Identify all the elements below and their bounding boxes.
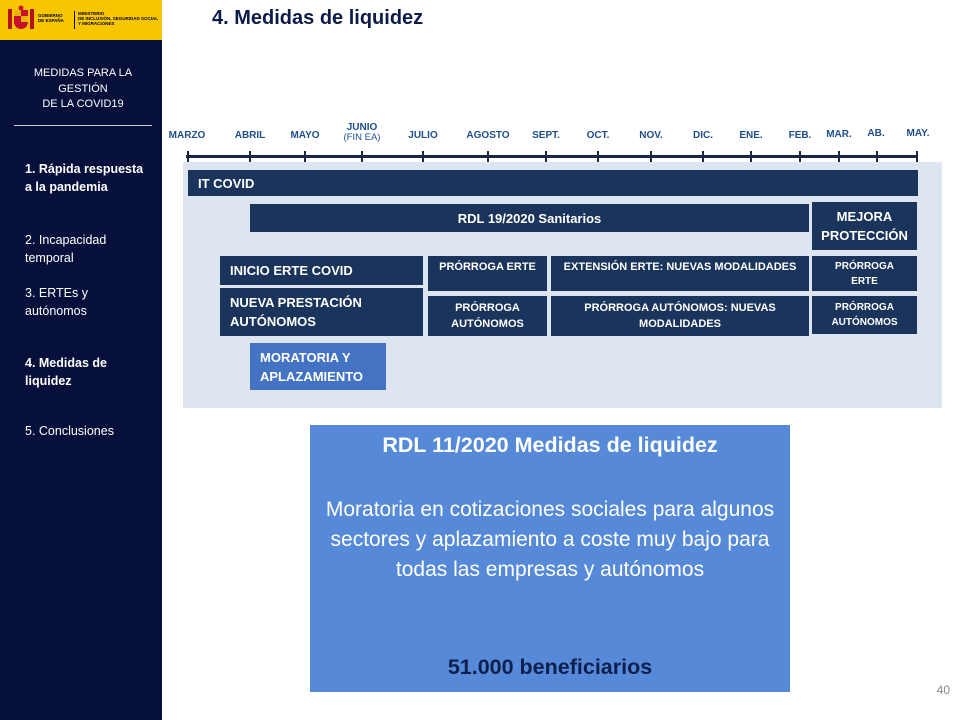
info-description: Moratoria en cotizaciones sociales para algunos sectores y aplazamiento a coste muy bajo para todas las empresas y autónomos [325,498,775,581]
bar-extension-erte: EXTENSIÓN ERTE: NUEVAS MODALIDADES [551,256,809,291]
timeline-tick [916,151,918,162]
timeline-tick [650,151,652,162]
sidebar-divider [14,125,152,126]
month-label: SEPT. [532,130,560,141]
bar-prorroga-autonomos-2021: PRÓRROGA AUTÓNOMOS [812,296,917,334]
month-label: AB. [867,128,885,139]
info-box [310,425,790,692]
timeline-axis [186,155,918,158]
month-label: ABRIL [234,130,266,141]
bar-rdl-19-2020: RDL 19/2020 Sanitarios [250,204,809,232]
government-logo [0,0,162,40]
month-label: OCT. [586,130,610,141]
timeline-tick [799,151,801,162]
timeline-tick [702,151,704,162]
timeline-tick [249,151,251,162]
timeline-tick [422,151,424,162]
month-label: MARZO [168,130,206,141]
bar-mejora-proteccion: MEJORA PROTECCIÓN [812,202,917,250]
month-sublabel: (FIN EA) [343,132,381,143]
logo-divider [74,11,75,29]
bar-prorroga-erte: PRÓRROGA ERTE [428,256,547,291]
info-title: RDL 11/2020 Medidas de liquidez [382,433,718,457]
timeline-tick [876,151,878,162]
page-number: 40 [936,683,950,697]
coat-of-arms-icon [7,5,35,35]
month-label: FEB. [788,130,812,141]
timeline-tick [838,151,840,162]
logo-government-text: GOBIERNO DE ESPAÑA [38,13,64,23]
nav-item-incapacidad[interactable]: 2. Incapacidad temporal [25,233,107,265]
bar-inicio-erte: INICIO ERTE COVID [220,256,423,285]
month-label: MAR. [826,129,852,140]
nav-item-respuesta[interactable]: 1. Rápida respuesta a la pandemia [25,162,144,194]
bar-it-covid: IT COVID [188,170,918,196]
month-label: NOV. [639,130,663,141]
timeline-tick [187,151,189,162]
timeline-tick [750,151,752,162]
beneficiaries-count: 51.000 beneficiarios [447,655,653,679]
bar-nueva-prestacion: NUEVA PRESTACIÓN AUTÓNOMOS [220,288,423,336]
month-label: JUNIO [346,122,378,133]
sidebar-title: MEDIDAS PARA LA GESTIÓN DE LA COVID19 [33,67,133,110]
bar-moratoria: MORATORIA Y APLAZAMIENTO [250,343,386,390]
month-label-june [344,123,381,143]
timeline-tick [545,151,547,162]
timeline-tick [361,151,363,162]
timeline-tick [597,151,599,162]
month-label: MAYO [290,130,320,141]
timeline-tick [487,151,489,162]
nav-item-conclusiones[interactable]: 5. Conclusiones [25,424,114,438]
month-label: DIC. [693,130,713,141]
nav-item-liquidez[interactable]: 4. Medidas de liquidez [25,356,107,388]
page-title: 4. Medidas de liquidez [212,7,424,29]
month-label: ENE. [739,130,763,141]
timeline-tick [304,151,306,162]
bar-prorroga-autonomos-nuevas: PRÓRROGA AUTÓNOMOS: NUEVAS MODALIDADES [551,296,809,336]
bar-prorroga-erte-2021: PRÓRROGA ERTE [812,256,917,291]
nav-item-ertes[interactable]: 3. ERTEs y autónomos [25,286,88,318]
month-label: MAY. [906,128,930,139]
month-label: JULIO [408,130,438,141]
month-label: AGOSTO [466,130,510,141]
bar-prorroga-autonomos: PRÓRROGA AUTÓNOMOS [428,296,547,336]
logo-ministry-text: MINISTERIO DE INCLUSIÓN, SEGURIDAD SOCIAL Y MIGRACIONES [78,11,159,26]
